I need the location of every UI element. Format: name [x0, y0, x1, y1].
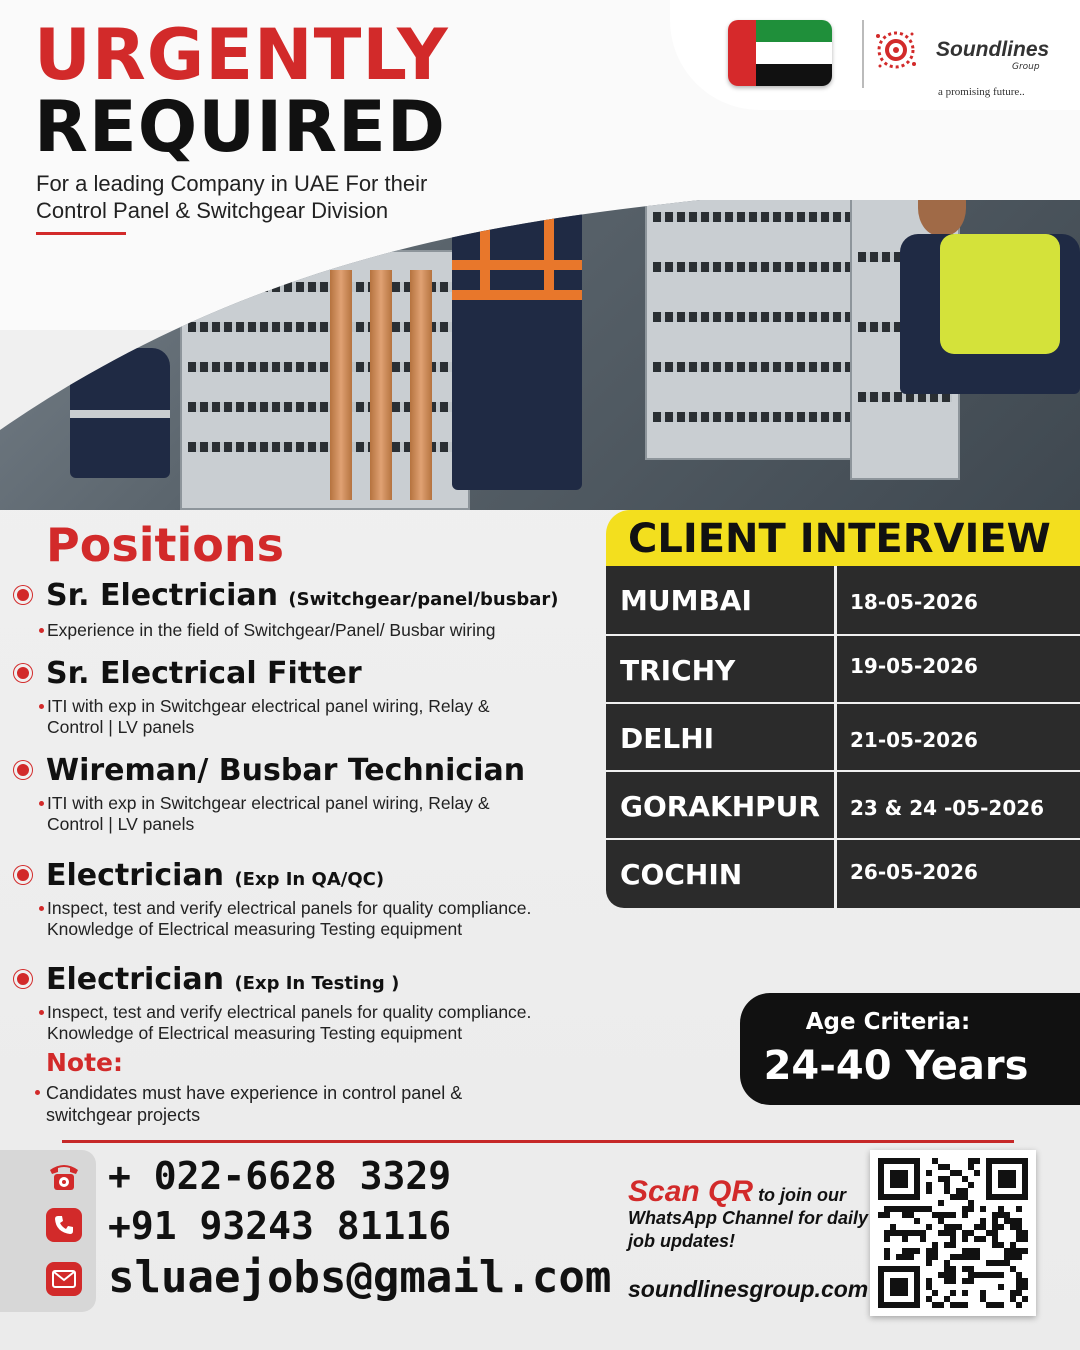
note-title: Note: [46, 1048, 124, 1077]
phone-landline[interactable]: + 022-6628 3329 [108, 1154, 452, 1198]
website-link[interactable]: soundlinesgroup.com [628, 1276, 869, 1302]
scan-qr-text [628, 1175, 869, 1253]
headline-underline [36, 232, 126, 235]
table-row [606, 634, 1080, 702]
brand-group: Group [1012, 62, 1040, 72]
whatsapp-qr-code-icon[interactable] [870, 1150, 1036, 1316]
interview-date: 18-05-2026 [850, 590, 978, 614]
position-qualifier: (Switchgear/panel/busbar) [288, 589, 559, 610]
position-name: Sr. Electrical Fitter [46, 656, 362, 691]
bullet-icon [14, 866, 32, 884]
telephone-icon [46, 1158, 82, 1192]
position-desc: Experience in the field of Switchgear/Panel/ Busbar wiring [47, 620, 617, 641]
position-desc: ITI with exp in Switchgear electrical panel wiring, Relay & Control | LV panels [47, 793, 547, 835]
uae-flag-icon [728, 20, 832, 86]
position-name: Sr. Electrician [46, 578, 278, 613]
footer-divider [62, 1140, 1014, 1143]
headline-subtitle: For a leading Company in UAE For their Control Panel & Switchgear Division [36, 171, 428, 223]
position-desc: ITI with exp in Switchgear electrical panel wiring, Relay & Control | LV panels [47, 696, 547, 738]
email-address[interactable]: sluaejobs@gmail.com [108, 1252, 612, 1303]
bullet-icon [14, 761, 32, 779]
interview-city: DELHI [620, 722, 715, 755]
email-icon [46, 1262, 82, 1296]
bullet-icon [14, 664, 32, 682]
headline-line1: URGENTLY [34, 14, 449, 96]
table-row [606, 770, 1080, 838]
brand-tagline: a promising future.. [938, 86, 1025, 98]
positions-title: Positions [46, 518, 284, 572]
brand-name: Soundlines [936, 38, 1050, 61]
interview-city: GORAKHPUR [620, 790, 820, 823]
interview-city: COCHIN [620, 858, 743, 891]
bullet-icon [14, 970, 32, 988]
scan-qr-description: to join our WhatsApp Channel for daily job updates! [628, 1185, 869, 1251]
soundlines-logo-icon [872, 26, 920, 74]
interview-city: MUMBAI [620, 584, 752, 617]
bullet-icon [14, 586, 32, 604]
busbar [330, 270, 352, 500]
table-row [606, 566, 1080, 634]
age-label: Age Criteria: [805, 1009, 971, 1035]
interview-city: TRICHY [620, 654, 736, 687]
table-row [606, 702, 1080, 770]
table-row [606, 838, 1080, 906]
busbar [410, 270, 432, 500]
position-desc: Inspect, test and verify electrical panels for quality compliance. Knowledge of Electrical measuring Testing equipment [47, 1002, 617, 1044]
position-name: Electrician [46, 962, 224, 997]
position-name: Wireman/ Busbar Technician [46, 753, 526, 788]
interview-date: 21-05-2026 [850, 728, 978, 752]
age-value: 24-40 Years [763, 1043, 1029, 1089]
interview-schedule-table [606, 566, 1080, 908]
mobile-phone-icon [46, 1208, 82, 1242]
position-qualifier: (Exp In Testing ) [234, 973, 400, 994]
client-interview-title: CLIENT INTERVIEW [606, 510, 1080, 572]
position-name: Electrician [46, 858, 224, 893]
interview-date: 26-05-2026 [850, 860, 978, 884]
position-qualifier: (Exp In QA/QC) [234, 869, 385, 890]
note-text: Candidates must have experience in control panel & switchgear projects [46, 1082, 516, 1126]
logo-divider [862, 20, 864, 88]
interview-date: 23 & 24 -05-2026 [850, 796, 1045, 820]
headline-line2: REQUIRED [34, 86, 446, 168]
busbar [370, 270, 392, 500]
phone-mobile[interactable]: +91 93243 81116 [108, 1204, 452, 1248]
interview-date: 19-05-2026 [850, 654, 978, 678]
age-criteria-box [740, 993, 1080, 1105]
scan-qr-label: Scan QR [628, 1175, 754, 1208]
position-desc: Inspect, test and verify electrical panels for quality compliance. Knowledge of Electrical measuring Testing equipment [47, 898, 617, 940]
